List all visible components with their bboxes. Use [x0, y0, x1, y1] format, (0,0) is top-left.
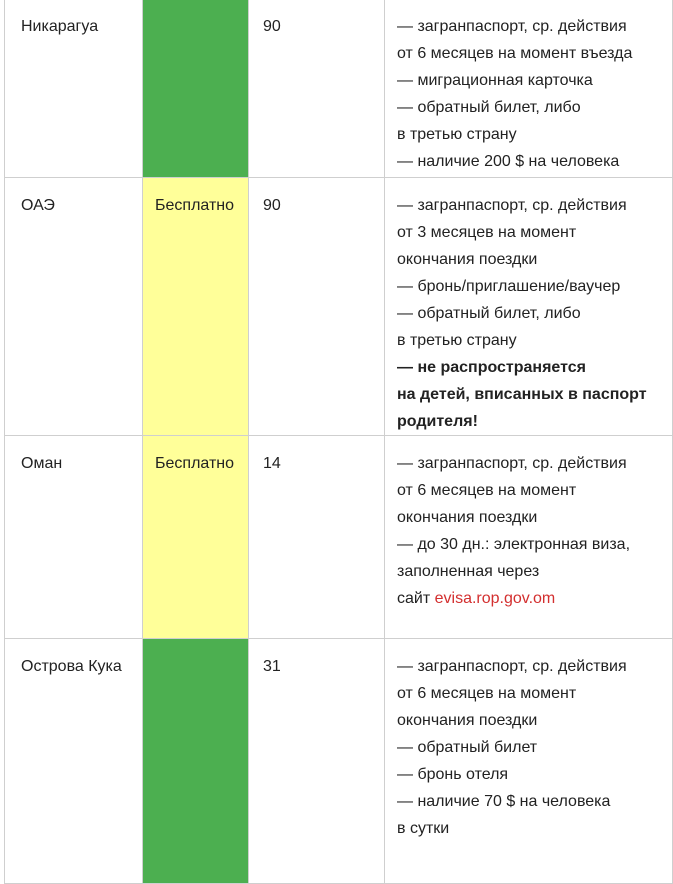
requirements-cell — [385, 436, 673, 639]
requirement-text: — обратный билет, либо — [397, 305, 581, 322]
requirement-line — [397, 121, 666, 148]
fee-cell: Бесплатно — [143, 178, 249, 436]
requirement-line — [397, 192, 666, 219]
requirement-text: окончания поездки — [397, 509, 538, 526]
requirement-line — [397, 246, 666, 273]
requirement-text: окончания поездки — [397, 712, 538, 729]
days-cell: 90 — [249, 0, 385, 178]
requirement-line — [397, 734, 666, 761]
requirements-cell — [385, 0, 673, 178]
requirement-line — [397, 13, 666, 40]
requirement-line — [397, 40, 666, 67]
requirement-line — [397, 504, 666, 531]
requirement-text: от 6 месяцев на момент — [397, 685, 577, 702]
requirement-text: родителя! — [397, 413, 478, 430]
requirement-line — [397, 477, 666, 504]
requirement-line — [397, 788, 666, 815]
requirement-line — [397, 327, 666, 354]
requirement-line — [397, 219, 666, 246]
table-row — [5, 639, 673, 884]
country-cell: Острова Кука — [5, 639, 143, 884]
days-cell: 90 — [249, 178, 385, 436]
requirement-line — [397, 148, 666, 175]
requirement-line — [397, 450, 666, 477]
table-row — [5, 178, 673, 436]
requirement-line — [397, 558, 666, 585]
requirement-text: — наличие 70 $ на человека — [397, 793, 611, 810]
requirement-line — [397, 653, 666, 680]
country-cell: ОАЭ — [5, 178, 143, 436]
requirements-cell — [385, 639, 673, 884]
requirement-text: — загранпаспорт, ср. действия — [397, 197, 627, 214]
requirement-line — [397, 531, 666, 558]
requirement-line — [397, 94, 666, 121]
fee-cell — [143, 0, 249, 178]
table-row — [5, 0, 673, 178]
requirement-text: — бронь отеля — [397, 766, 509, 783]
table-row — [5, 436, 673, 639]
days-cell: 31 — [249, 639, 385, 884]
evisa-link[interactable]: evisa.rop.gov.om — [434, 590, 556, 607]
requirement-text: окончания поездки — [397, 251, 538, 268]
requirement-line — [397, 680, 666, 707]
country-cell: Никарагуа — [5, 0, 143, 178]
requirement-text: — наличие 200 $ на человека — [397, 153, 620, 170]
requirement-text: в третью страну — [397, 126, 517, 143]
requirement-text: в третью страну — [397, 332, 517, 349]
requirement-text: — загранпаспорт, ср. действия — [397, 18, 627, 35]
days-cell: 14 — [249, 436, 385, 639]
requirement-line — [397, 273, 666, 300]
requirement-text: — бронь/приглашение/ваучер — [397, 278, 621, 295]
requirement-text: в сутки — [397, 820, 450, 837]
requirement-line — [397, 300, 666, 327]
requirement-text: — не распространяется — [397, 359, 586, 376]
requirement-line — [397, 381, 666, 408]
requirement-text: от 6 месяцев на момент въезда — [397, 45, 633, 62]
requirement-line — [397, 408, 666, 435]
requirement-line — [397, 815, 666, 842]
requirement-line — [397, 585, 666, 612]
fee-cell: Бесплатно — [143, 436, 249, 639]
requirement-line — [397, 761, 666, 788]
requirement-text: — загранпаспорт, ср. действия — [397, 455, 627, 472]
visa-table — [4, 0, 673, 884]
requirement-text: заполненная через — [397, 563, 540, 580]
requirement-text: — обратный билет — [397, 739, 538, 756]
requirement-text: — миграционная карточка — [397, 72, 593, 89]
requirement-line — [397, 707, 666, 734]
requirement-text: — загранпаспорт, ср. действия — [397, 658, 627, 675]
requirement-text: от 3 месяцев на момент — [397, 224, 577, 241]
requirement-text: сайт — [397, 590, 435, 607]
fee-cell — [143, 639, 249, 884]
country-cell: Оман — [5, 436, 143, 639]
requirement-text: от 6 месяцев на момент — [397, 482, 577, 499]
requirement-text: на детей, вписанных в паспорт — [397, 386, 647, 403]
requirement-line — [397, 67, 666, 94]
requirement-text: — обратный билет, либо — [397, 99, 581, 116]
requirement-line — [397, 354, 666, 381]
requirement-text: — до 30 дн.: электронная виза, — [397, 536, 631, 553]
requirements-cell — [385, 178, 673, 436]
